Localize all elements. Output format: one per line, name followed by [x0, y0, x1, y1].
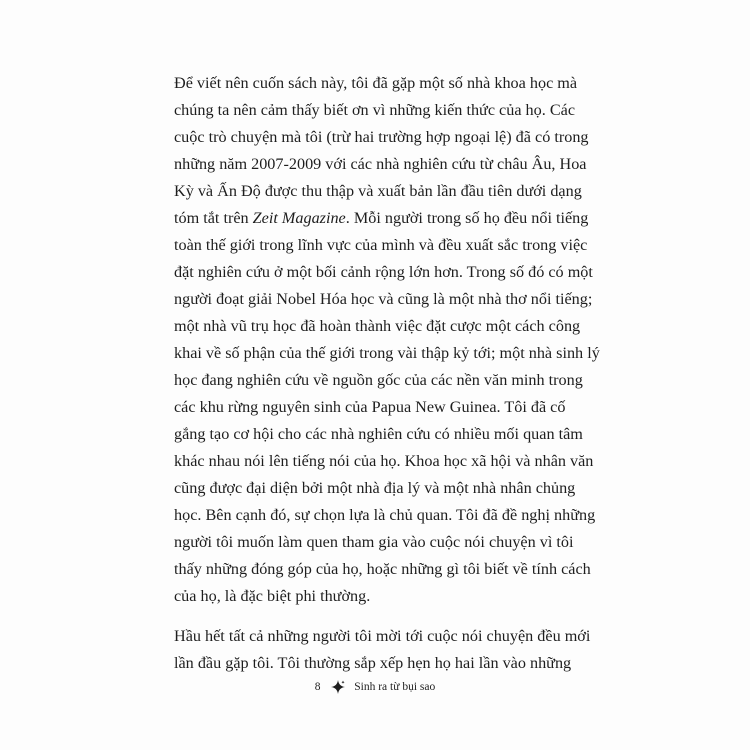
text-line: cũng được đại diện bởi một nhà địa lý và một nhà nhân chủng [174, 479, 576, 497]
text-line: người đoạt giải Nobel Hóa học và cũng là một nhà thơ nổi tiếng; [174, 290, 593, 308]
text-line: khác nhau nói lên tiếng nói của họ. Khoa học xã hội và nhân văn [174, 452, 594, 470]
text-line: Hầu hết tất cả những người tôi mời tới cuộc nói chuyện đều mới [174, 627, 591, 645]
text-line: một nhà vũ trụ học đã hoàn thành việc đặt cược một cách công [174, 317, 581, 335]
text-line: đặt nghiên cứu ở một bối cảnh rộng lớn hơn. Trong số đó có một [174, 263, 593, 281]
text-line: thấy những đóng góp của họ, hoặc những gì tôi biết về tính cách [174, 560, 591, 578]
text-line: Để viết nên cuốn sách này, tôi đã gặp một số nhà khoa học mà [174, 74, 578, 92]
text-line: cuộc trò chuyện mà tôi (trừ hai trường hợp ngoại lệ) đã có trong [174, 128, 589, 146]
text-line-mixed [174, 207, 589, 229]
text-line: lần đầu gặp tôi. Tôi thường sắp xếp hẹn họ hai lần vào những [174, 654, 572, 672]
text-line: khai về số phận của thế giới trong vài thập kỷ tới; một nhà sinh lý [174, 344, 600, 362]
text-line: Kỳ và Ấn Độ được thu thập và xuất bản lần đầu tiên dưới dạng [174, 182, 582, 200]
text-line: những năm 2007-2009 với các nhà nghiên cứu từ châu Âu, Hoa [174, 155, 587, 173]
text-segment: tóm tắt trên [174, 209, 253, 227]
text-line: học đang nghiên cứu về nguồn gốc của các nền văn minh trong [174, 371, 583, 389]
book-title: Sinh ra từ bụi sao [354, 681, 436, 693]
text-line: chúng ta nên cảm thấy biết ơn vì những kiến thức của họ. Các [174, 101, 576, 119]
text-line: các khu rừng nguyên sinh của Papua New Guinea. Tôi đã cố [174, 398, 566, 416]
text-line: học. Bên cạnh đó, sự chọn lựa là chủ quan. Tôi đã đề nghị những [174, 506, 596, 524]
page-number: 8 [314, 681, 321, 693]
text-line: của họ, là đặc biệt phi thường. [174, 587, 371, 605]
text-segment: . Mỗi người trong số họ đều nổi tiếng [345, 209, 589, 227]
magazine-title: Zeit Magazine [252, 209, 346, 227]
page-footer [0, 680, 750, 694]
sparkle-icon [331, 680, 345, 694]
text-line: toàn thế giới trong lĩnh vực của mình và đều xuất sắc trong việc [174, 236, 588, 254]
text-line: người tôi muốn làm quen tham gia vào cuộc nói chuyện vì tôi [174, 533, 574, 551]
text-line: gắng tạo cơ hội cho các nhà nghiên cứu có nhiều mối quan tâm [174, 425, 583, 443]
